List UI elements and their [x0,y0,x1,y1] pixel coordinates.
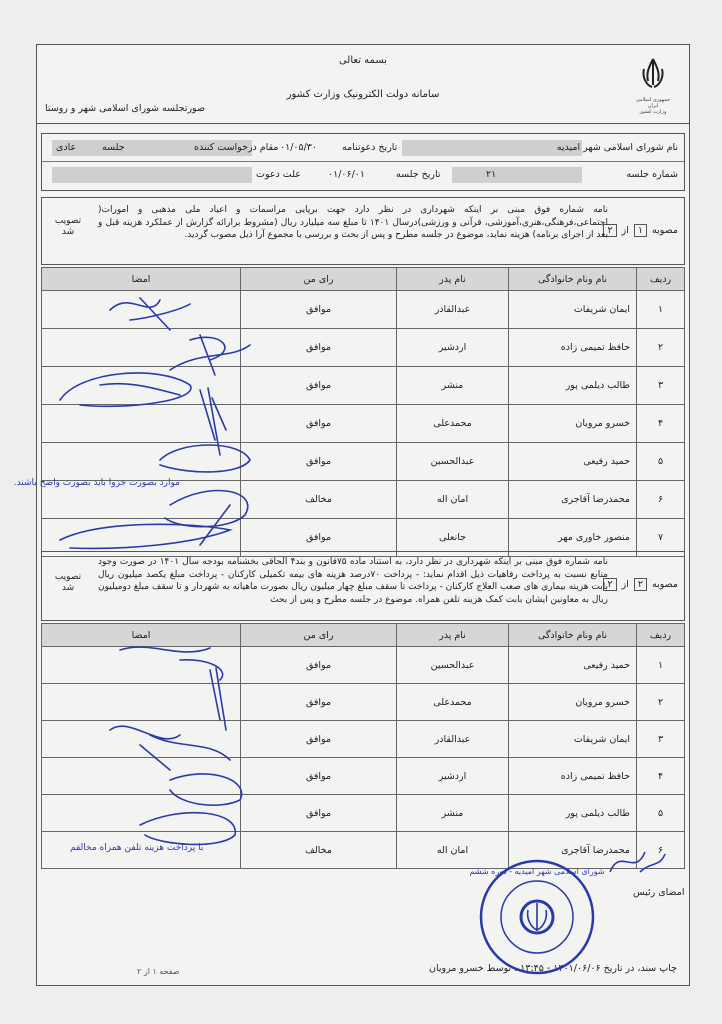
document-title: صورتجلسه شورای اسلامی شهر و روستا [45,103,206,114]
table-row: ۶ محمدرضا آقاجری امان اله مخالف [42,832,685,869]
page-number: صفحه ۱ از ۲ [137,967,180,976]
official-stamp [469,858,605,976]
council-name: نام شورای اسلامی شهر امیدیه [556,142,678,153]
stamp-text: شورای اسلامی شهر امیدیه - دوره ششم [469,867,605,876]
session-info [41,133,685,191]
col-row: ردیف [637,268,685,291]
table-row: ۵ طالب دیلمی پور منشر موافق [42,795,685,832]
table-row: ۳ ایمان شریفات عبدالقادر موافق [42,721,685,758]
invite-date-label: تاریخ دعوتنامه [342,142,398,153]
table-row: ۶ محمدرضا آقاجری امان اله مخالف [42,481,685,519]
table-row: ۲ حافظ تمیمی زاده اردشیر موافق [42,329,685,367]
session-no-label: شماره جلسه [626,169,678,180]
handwritten-note-1: موارد بصورت جزوا باید بصورت واضح باشند. [13,478,180,488]
session-no-field [452,167,582,183]
session-no: ۲۱ [486,169,497,180]
requester-label: مقام درخواست کننده [194,142,279,153]
handwritten-note-2: با پرداخت هزینه تلفن همراه مخالفم [70,843,204,853]
chair-signature [600,842,670,882]
col-name: نام ونام خانوادگی [509,624,637,647]
chair-sign-label: امضای رئیس [633,887,685,898]
col-vote: رای من [241,268,397,291]
bismillah: بسمه تعالی [338,55,388,66]
emblem [633,55,673,115]
resolution-1-status: تصویب شد [54,216,82,237]
table-header-row [42,268,685,291]
col-sign: امضا [42,624,241,647]
col-father: نام پدر [397,268,509,291]
session-date: ۰۱/۰۶/۰۱ [328,169,366,180]
table-row: ۴ خسرو مرویان محمدعلی موافق [42,405,685,443]
session-date-label: تاریخ جلسه [396,169,441,180]
col-name: نام ونام خانوادگی [509,268,637,291]
iran-emblem-icon [636,55,670,93]
resolution-2 [41,551,685,621]
table-row: ۳ طالب دیلمی پور منشر موافق [42,367,685,405]
resolution-1-text: نامه شماره فوق مبنی بر اینکه شهرداری در نظر دارد جهت برپایی مراسمات و اعیاد ملی مذهبی و امورات( اجتماعی،فرهنگی،هنری،آموزشی، قرآنی و ورزشی)درسال ۱۴۰۱ تا مبلغ سه میلیارد ریال (مشروط برارائه گزارش از عملکرد هزینه قبل و بعد از اجرای برنامه) هزینه نماید، موضوع در جلسه مطرح و پس از بحث و بررسی با مجموع آرا ذیل مصوب گردید. [98,205,608,240]
invite-date: ۰۱/۰۵/۳۰ [280,142,318,153]
col-father: نام پدر [397,624,509,647]
resolution-2-number: مصوبه ۲ از ۲ [601,578,678,591]
session-label: جلسه [102,142,125,153]
table-row: ۵ حمید رفیعی عبدالحسین موافق [42,443,685,481]
print-text: چاپ سند، در تاریخ ۱۴۰۱/۰۶/۰۶ - ۱۳:۴۵ ، توسط [486,963,677,974]
council-name-field [402,140,582,156]
printed-by: خسرو مرویان [428,963,484,974]
emblem-text: جمهوری اسلامی ایران وزارت کشور [635,97,671,115]
col-sign: امضا [42,268,241,291]
col-row: ردیف [637,624,685,647]
signatures-table-1 [13,290,270,560]
resolution-2-text: نامه شماره فوق مبنی بر اینکه شهرداری در نظر دارد، به استناد ماده ۷۵قانون و بند۴ الحاقی بخشنامه بودجه سال ۱۴۰۱ در صورت وجود منابع نسبت به پرداخت رفاهیات ذیل اقدام نماید: - پرداخت ۷۰درصد هزینه های بیمه تکمیلی کارکنان - پرداخت مبلغ یکصد میلیون ریال بابت هزینه بیماری های صعب العلاج کارکنان - پرداخت تا سقف مبلغ چهار میلیون ریال بصورت ماهیانه به شهردار و تا سقف مبلغ دومیلیون ریال به معاونین ایشان بابت کمک هزینه تلفن همراه. موضوع در جلسه مطرح و پس از بحث [98,557,608,605]
resolution-2-status: تصویب شد [54,572,82,593]
table-row: ۷ منصور خاوری مهر جانعلی موافق [42,519,685,557]
document-header [37,45,689,124]
invite-reason-label: علت دعوت [256,169,301,180]
table-row: ۴ حافظ تمیمی زاده اردشیر موافق [42,758,685,795]
system-title: سامانه دولت الکترونیک وزارت کشور [286,89,440,100]
invite-reason-field [52,167,252,183]
table-row: ۱ حمید رفیعی عبدالحسین موافق [42,647,685,684]
table-row: ۱ ایمان شریفات عبدالقادر موافق [42,291,685,329]
col-vote: رای من [241,624,397,647]
signatures-table-2 [60,640,280,880]
resolution-1 [41,197,685,265]
table-row: ۲ خسرو مرویان محمدعلی موافق [42,684,685,721]
session-type: عادی [56,142,77,153]
resolution-1-number: مصوبه ۱ از ۲ [601,224,678,237]
